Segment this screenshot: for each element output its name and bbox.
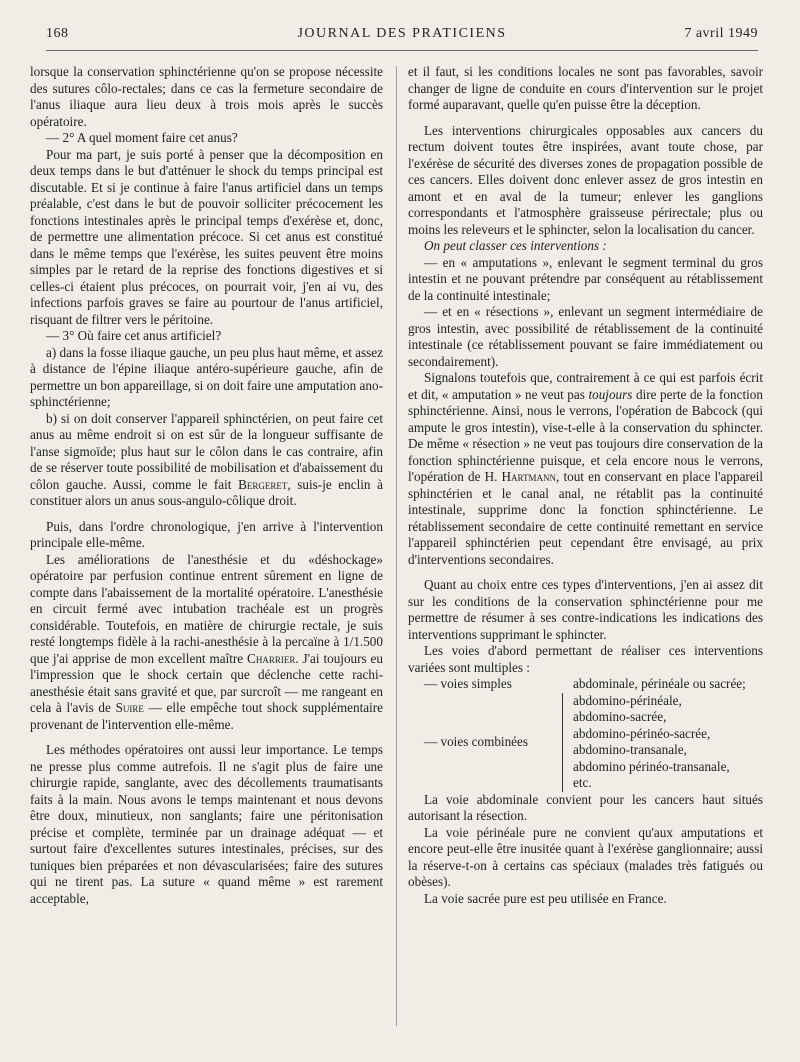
column-divider — [396, 66, 397, 1026]
author-name: Bergeret — [238, 476, 288, 492]
combinees-list — [573, 693, 763, 792]
journal-title: JOURNAL DES PRATICIENS — [297, 26, 507, 41]
author-name: Suire — [115, 700, 144, 715]
left-column — [30, 64, 383, 907]
list-item: abdomino périnéo-transanale, — [573, 758, 730, 774]
paragraph: Quant au choix entre ces types d'interventions, j'en ai assez dit sur les conditions de la conservation sphinctérienne pour me permettre de résumer à ses contre-indications les indications des interventions supprimant le sphincter. — [408, 577, 763, 642]
header-rule — [46, 50, 758, 51]
paragraph: Puis, dans l'ordre chronologique, j'en arrive à l'intervention principale elle-même. — [30, 518, 383, 550]
combinees-label: — voies combinées — [424, 733, 529, 749]
list-item: — en « amputations », enlevant le segment terminal du gros intestin et ne pouvant prétendre par conséquent au rétablissement de la continuité intestinale; — [408, 254, 763, 303]
page-number: 168 — [46, 26, 69, 41]
author-name: Charrier — [247, 650, 296, 666]
question-heading: — 3° Où faire cet anus artificiel? — [46, 328, 222, 343]
paragraph: Pour ma part, je suis porté à penser que la décomposition en deux temps dans le but d'atténuer le shock du temps principal est discutable. Et si je continue à faire l'anus artificiel dans un temps préalable, c'est dans le but de pouvoir solliciter précocement les fonctions intestinales après le principal temps d'exérèse et, donc, de permettre une alimentation précoce. Si cet anus est constitué dans le même temps que l'exérèse, les suites peuvent être moins simples par le retard de la reprise des fonctions digestives et si celles-ci étaient plus précoces, on pourrait voir, j'en ai vu, des infections parfois graves se faire au pourtour de l'anus artificiel, risquant de filtrer vers le péritoine. — [30, 146, 383, 327]
list-item: abdomino-sacrée, — [573, 709, 667, 724]
paragraph: Signalons toutefois que, contrairement à ce qui est parfois écrit et dit, « amputation » ne veut pas toujours dire perte de la fonction sphinctérienne. Ainsi, nous le verrons, l'opération de Babcock (qui ampute le gros intestin), vise-t-elle à la conservation du sphincter. De même « résection » ne veut pas toujours dire conservation de la fonction sphinctérienne puisque, et cela encore nous le verrons, l'opération de H. Hartmann, tout en conservant en place l'appareil sphinctérien et le canal anal, ne rétablit pas la continuité intestinale, supprime donc la fonction sphinctérienne. Le rétablissement secondaire de cette continuité remettant en service l'appareil sphinctérien peut cependant être envisagé, au prix d'interventions secondaires. — [408, 370, 764, 567]
paragraph: a) dans la fosse iliaque gauche, un peu plus haut même, et assez à distance de l'épine iliaque antéro-supérieure gauche, afin de permettre un bon appareillage, si on doit faire une amputation ano-sphinctérienne; — [30, 344, 383, 409]
subheading: On peut classer ces interventions : — [424, 238, 607, 253]
issue-date: 7 avril 1949 — [684, 26, 758, 41]
paragraph: et il faut, si les conditions locales ne sont pas favorables, savoir changer de ligne de conduite en cours d'intervention sur le projet formé auparavant, quelle qu'en puisse être la déception. — [408, 64, 763, 112]
table-row — [408, 693, 763, 792]
paragraph: Les améliorations de l'anesthésie et du «déshockage» opératoire par perfusion continue entrent sûrement en ligne de compte dans l'abaissement de la mortalité opératoire. L'anesthésie en circuit fermé avec intubation trachéale est un progrès considérable. Toutefois, en matière de chirurgie rectale, je suis resté longtemps fidèle à la rachi-anesthésie à la percaïne à 1/1.500 que j'ai apprise de mon excellent maître Charrier. J'ai toujours eu l'impression que le shock certain que déclenche cette rachi-anesthésie était sans gravité et que, par surcroît — me rangeant en cela à l'avis de Suire — elle empêche tout shock supplémentaire provenant de l'intervention elle-même. — [30, 551, 384, 732]
list-item: abdomino-périnéale, — [573, 692, 682, 708]
paragraph: Les méthodes opératoires ont aussi leur importance. Le temps ne presse plus comme autrefois. Il ne s'agit plus de faire une chirurgie rapide, sanglante, avec des décollements traumatisants faits à la main. Nous avons le temps maintenant et nous devons être doux, minutieux, non sanglants; faire une péritonisation précise et complète, terminée par un drainage adéquat — et surtout faire d'excellentes sutures intestinales, précises, sur des tuniques bien préparées et non dévascularisées; faire des sutures qui ne tirent pas. La suture « quand même » est rarement acceptable, — [30, 742, 383, 906]
list-item: abdomino-transanale, — [573, 742, 687, 757]
question-heading: — 2° A quel moment faire cet anus? — [46, 130, 238, 145]
simples-value: abdominale, périnéale ou sacrée; — [573, 676, 746, 691]
list-item: abdomino-périnéo-sacrée, — [573, 725, 711, 741]
paragraph: La voie périnéale pure ne convient qu'aux amputations et encore peut-elle être inusitée quant à l'exérèse ganglionnaire; aussi la réserve-t-on à certains cas spéciaux (malades très fatigués ou obèses). — [408, 824, 763, 889]
paragraph: La voie sacrée pure est peu utilisée en France. — [424, 890, 667, 906]
page-header — [46, 26, 758, 48]
list-item: — et en « résections », enlevant un segment intermédiaire de gros intestin, avec possibilité de rétablissement de la continuité intestinale (ce rétablissement pouvant se faire immédiatement ou secondairement). — [408, 304, 763, 369]
brace — [563, 693, 574, 792]
paragraph: Les voies d'abord permettant de réaliser ces interventions variées sont multiples : — [408, 643, 763, 675]
list-item: etc. — [573, 775, 592, 790]
right-column — [408, 64, 763, 907]
paragraph: b) si on doit conserver l'appareil sphinctérien, on peut faire cet anus au même endroit si on est sûr de la longueur suffisante de l'anse sigmoïde; plus haut sur le côlon dans le cas contraire, afin de se réserver toute possibilité de mobilisation et d'abaissement du côlon gauche. Aussi, comme le fait Bergeret, suis-je enclin à constituer alors un anus sous-angulo-côlique droit. — [30, 410, 383, 508]
paragraph: La voie abdominale convient pour les cancers haut situés autorisant la résection. — [408, 791, 763, 823]
author-name: Hartmann — [501, 469, 557, 484]
approaches-table — [408, 676, 763, 792]
paragraph: lorsque la conservation sphinctérienne qu'on se propose nécessite des sutures côlo-rectales; dans ce cas la fermeture secondaire de l'anus iliaque aura lieu deux à trois mois après le succès opératoire. — [30, 64, 383, 129]
table-row — [408, 676, 763, 693]
simples-label: — voies simples — [424, 676, 512, 691]
paragraph: Les interventions chirurgicales opposables aux cancers du rectum doivent toutes être inspirées, avant toute chose, par l'exérèse de sécurité des diverses zones de propagation possible de ces cancers. Elles doivent donc enlever assez de gros intestin en amont et en aval de la tumeur; enlever les ganglions correspondants et l'atmosphère graisseuse périrectale; plus ou moins les releveurs et le sphincter, selon la localisation du cancer. — [408, 122, 763, 237]
